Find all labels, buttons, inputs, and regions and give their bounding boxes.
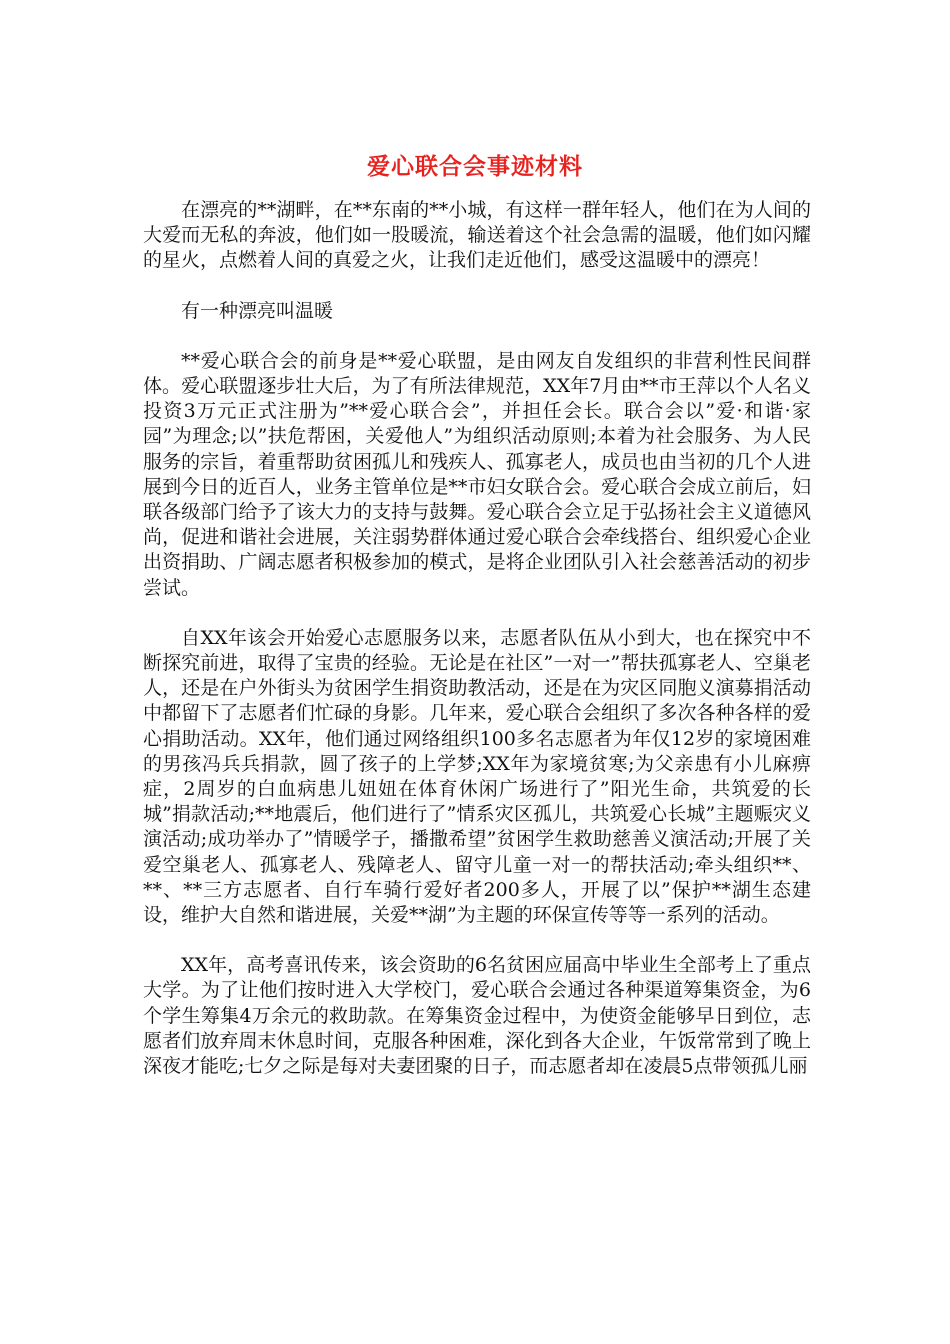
paragraph-students: XX年，高考喜讯传来，该会资助的6名贫困应届高中毕业生全部考上了重点大学。为了让他们按时进入大学校门，爱心联合会通过各种渠道筹集资金，为6个学生筹集4万余元的救助款。在筹集资金过程中，为使资金能够早日到位，志愿者们放弃周末休息时间，克服各种困难，深化到各大企业，午饭常常到了晚上深夜才能吃;七夕之际是每对夫妻团聚的日子，而志愿者却在凌晨5点带领孤儿丽 [143,954,811,1078]
paragraph-activities: 自XX年该会开始爱心志愿服务以来，志愿者队伍从小到大，也在探究中不断探究前进，取得了宝贵的经验。无论是在社区”一对一”帮扶孤寡老人、空巢老人，还是在户外街头为贫困学生捐资助教活动，还是在为灾区同胞义演募捐活动中都留下了志愿者们忙碌的身影。几年来，爱心联合会组织了多次各种各样的爱心捐助活动。XX年，他们通过网络组织100多名志愿者为年仅12岁的家境困难的男孩冯兵兵捐款，圆了孩子的上学梦;XX年为家境贫寒;为父亲患有小儿麻痹症，2周岁的白血病患儿妞妞在体育休闲广场进行了”阳光生命，共筑爱的长城”捐款活动;**地震后，他们进行了”情系灾区孤儿，共筑爱心长城”主题赈灾义演活动;成功举办了”情暖学子，播撒希望”贫困学生救助慈善义演活动;开展了关爱空巢老人、孤寡老人、残障老人、留守儿童一对一的帮扶活动;牵头组织**、**、**三方志愿者、自行车骑行爱好者200多人，开展了以”保护**湖生态建设，维护大自然和谐进展，关爱**湖”为主题的环保宣传等等一系列的活动。 [143,626,811,927]
document-body [143,198,811,1104]
section-heading: 有一种漂亮叫温暖 [181,299,334,322]
paragraph-intro: 在漂亮的**湖畔，在**东南的**小城，有这样一群年轻人，他们在为人间的大爱而无私的奔波，他们如一股暖流，输送着这个社会急需的温暖，他们如闪耀的星火，点燃着人间的真爱之火，让我们走近他们，感受这温暖中的漂亮！ [143,199,811,272]
paragraph-history: **爱心联合会的前身是**爱心联盟，是由网友自发组织的非营利性民间群体。爱心联盟逐步壮大后，为了有所法律规范，XX年7月由**市王萍以个人名义投资3万元正式注册为”**爱心联合会”，并担任会长。联合会以”爱·和谐·家园”为理念;以”扶危帮困，关爱他人”为组织活动原则;本着为社会服务、为人民服务的宗旨，着重帮助贫困孤儿和残疾人、孤寡老人，成员也由当初的几个人进展到今日的近百人，业务主管单位是**市妇女联合会。爱心联合会成立前后，妇联各级部门给予了该大力的支持与鼓舞。爱心联合会立足于弘扬社会主义道德风尚，促进和谐社会进展，关注弱势群体通过爱心联合会牵线搭台、组织爱心企业出资捐助、广阔志愿者积极参加的模式，是将企业团队引入社会慈善活动的初步尝试。 [143,349,811,599]
document-title: 爱心联合会事迹材料 [367,154,583,181]
